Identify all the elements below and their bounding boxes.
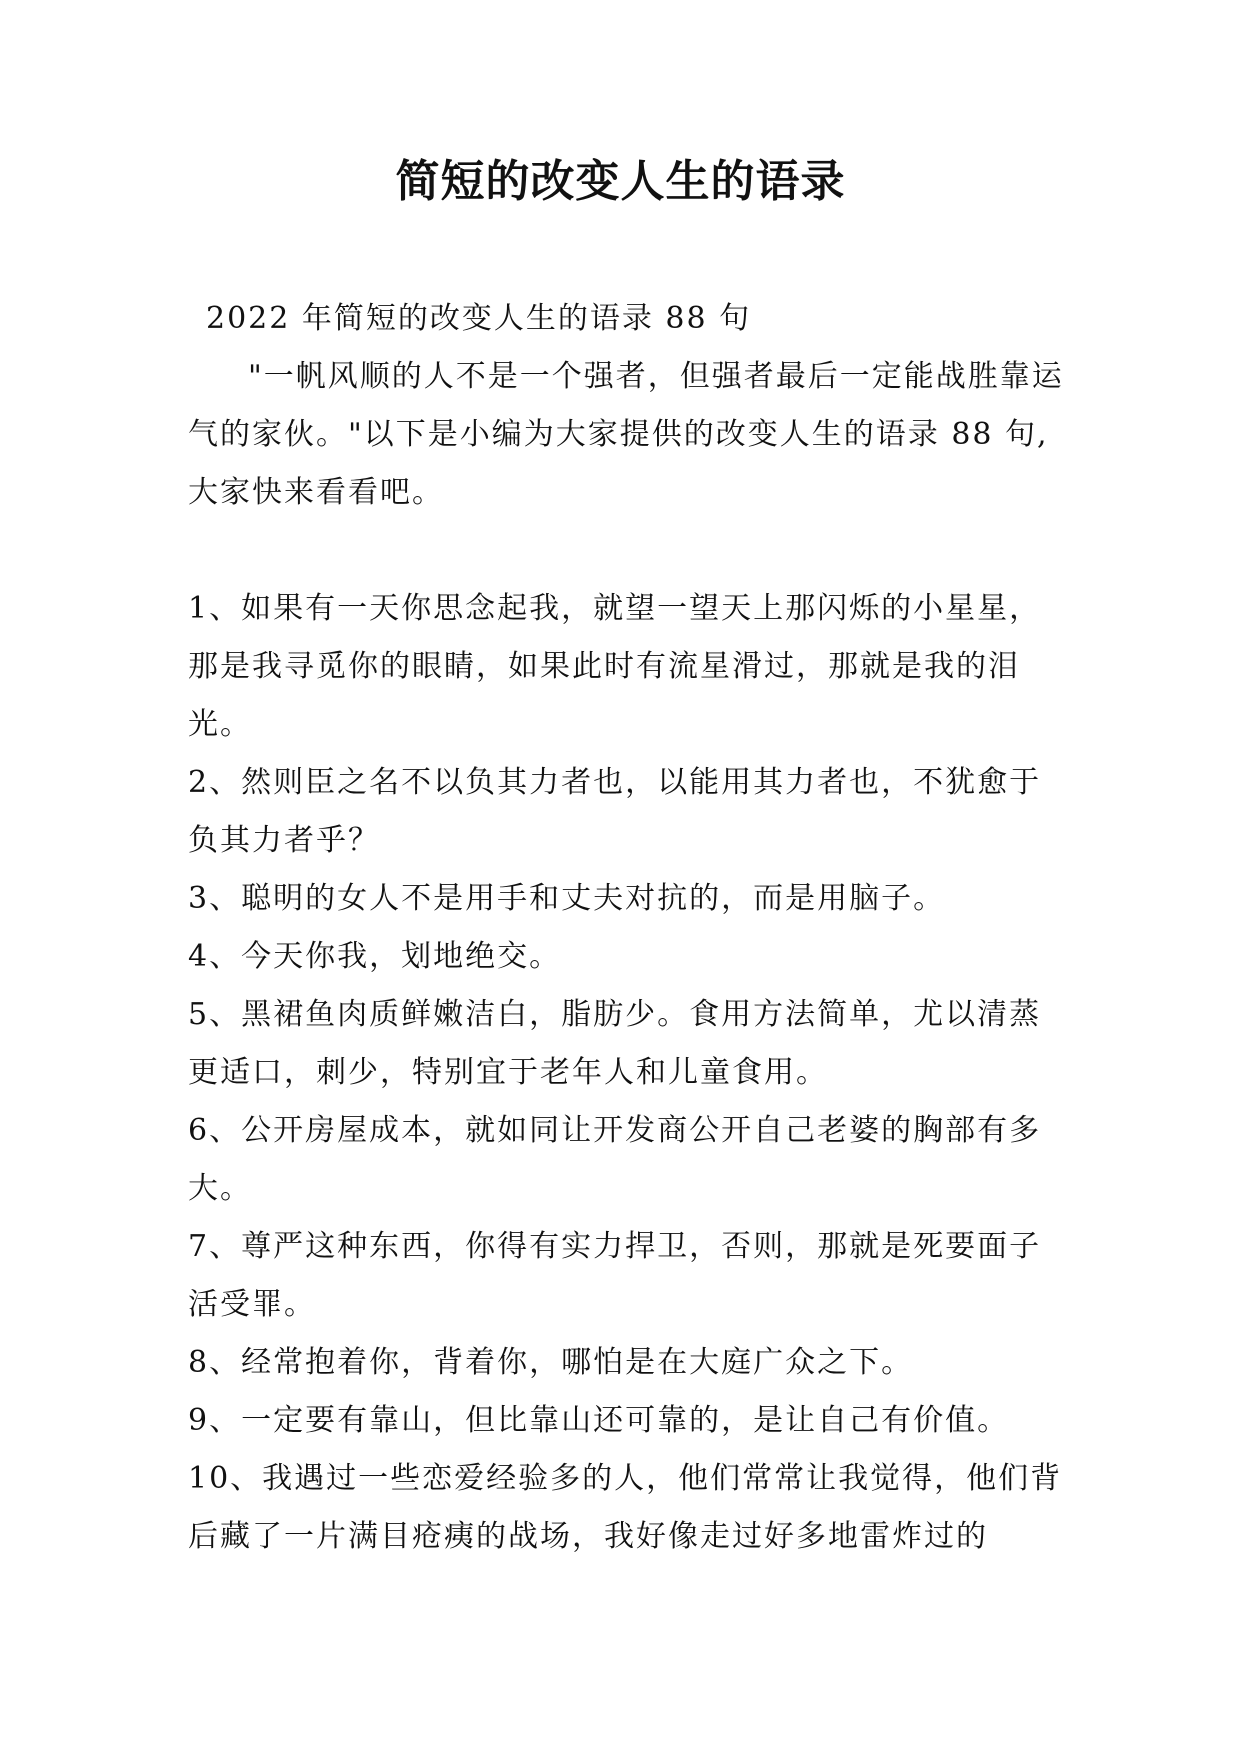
- quote-item: 1、如果有一天你思念起我，就望一望天上那闪烁的小星星，那是我寻觅你的眼睛，如果此时有流星滑过，那就是我的泪光。: [188, 591, 1042, 742]
- intro-paragraph: "一帆风顺的人不是一个强者，但强者最后一定能战胜靠运气的家伙。"以下是小编为大家提供的改变人生的语录 88 句,大家快来看看吧。: [188, 359, 1064, 510]
- quote-item: 4、今天你我，划地绝交。: [188, 939, 562, 974]
- quote-item: 8、经常抱着你，背着你，哪怕是在大庭广众之下。: [188, 1345, 914, 1380]
- quote-item: 10、我遇过一些恋爱经验多的人，他们常常让我觉得，他们背后藏了一片满目疮痍的战场，我好像走过好多地雷炸过的: [188, 1461, 1063, 1554]
- quote-item: 2、然则臣之名不以负其力者也，以能用其力者也，不犹愈于负其力者乎？: [188, 765, 1042, 858]
- quote-item: 7、尊严这种东西，你得有实力捍卫，否则，那就是死要面子活受罪。: [188, 1229, 1042, 1322]
- document-subtitle: 2022 年简短的改变人生的语录 88 句: [206, 301, 752, 336]
- quote-list: [188, 580, 1068, 1566]
- document-body: [188, 290, 1068, 1566]
- quote-item: 6、公开房屋成本，就如同让开发商公开自己老婆的胸部有多大。: [188, 1113, 1042, 1206]
- document-title: 简短的改变人生的语录: [395, 156, 846, 207]
- quote-item: 9、一定要有靠山，但比靠山还可靠的，是让自己有价值。: [188, 1403, 1010, 1438]
- quote-item: 5、黑裙鱼肉质鲜嫩洁白，脂肪少。食用方法简单，尤以清蒸更适口，刺少，特别宜于老年人和儿童食用。: [188, 997, 1042, 1090]
- quote-item: 3、聪明的女人不是用手和丈夫对抗的，而是用脑子。: [188, 881, 946, 916]
